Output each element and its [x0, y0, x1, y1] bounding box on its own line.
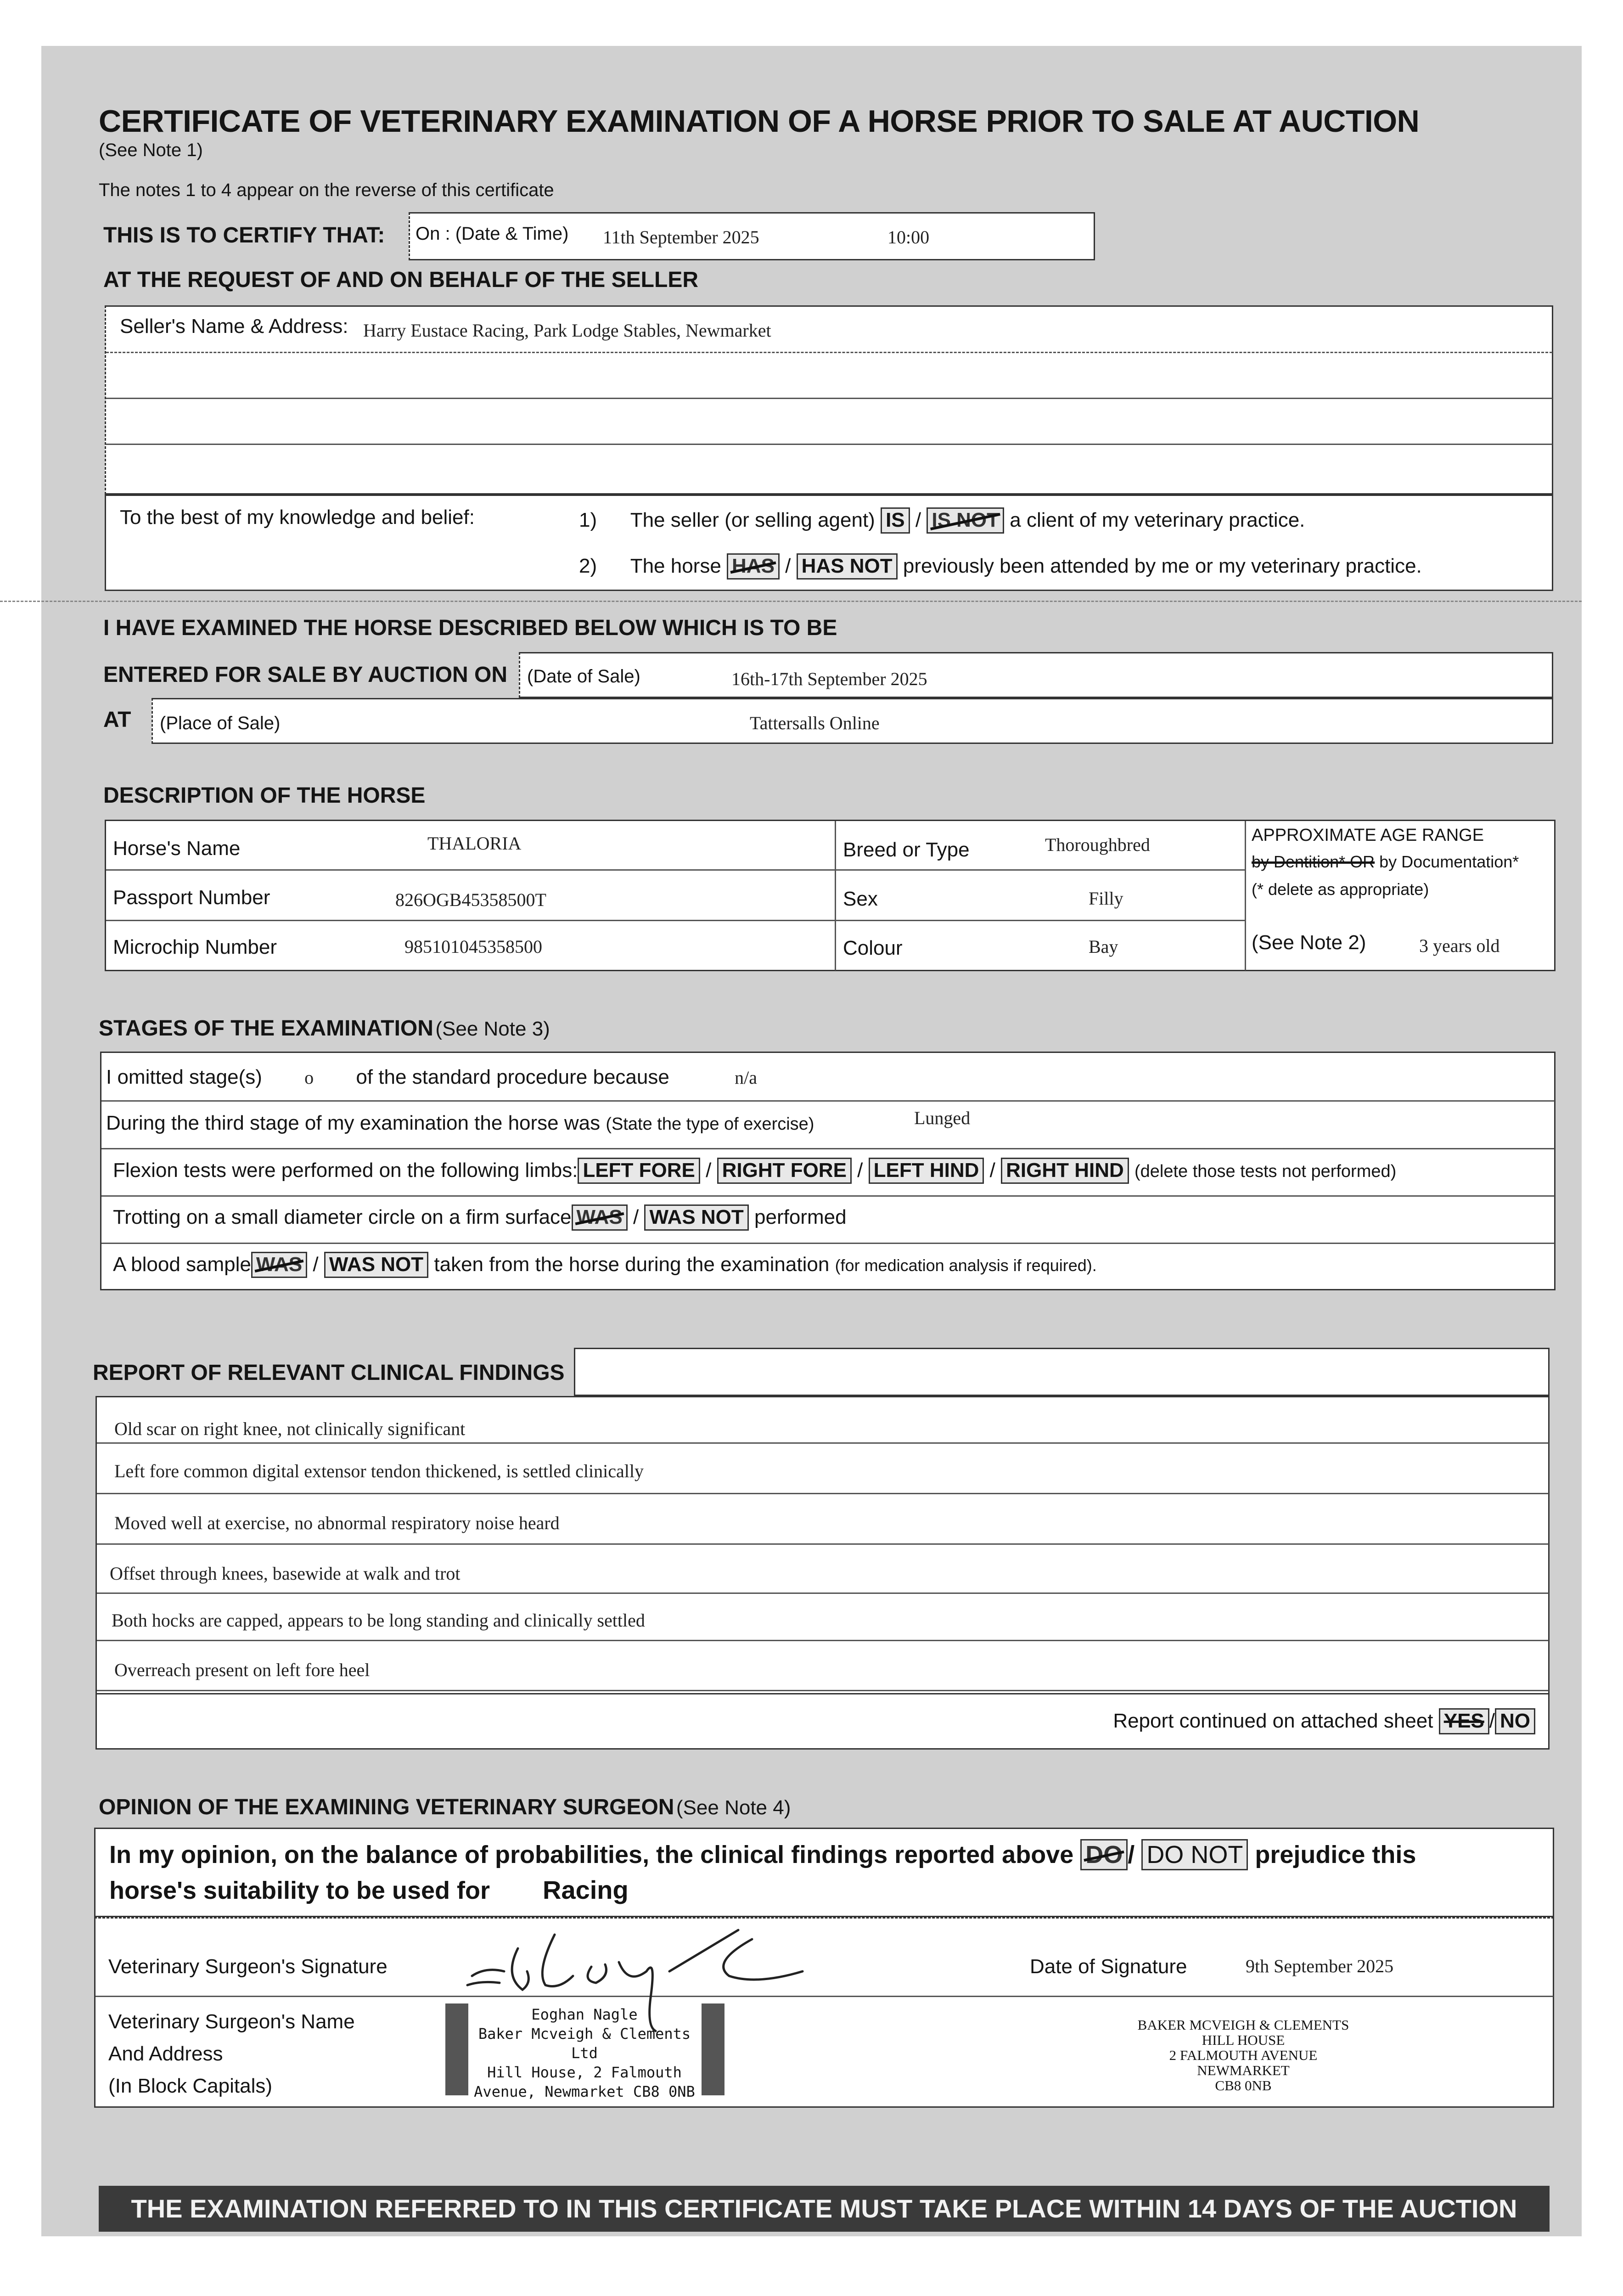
item1-option-is[interactable]: IS [881, 507, 910, 534]
continued-no[interactable]: NO [1495, 1708, 1535, 1734]
omitted-row [106, 1066, 757, 1089]
request-label: AT THE REQUEST OF AND ON BEHALF OF THE SELLER [103, 268, 698, 292]
flexion-sep-1: / [706, 1159, 712, 1182]
sale-date-value: 16th-17th September 2025 [731, 669, 927, 689]
horse-name-value: THALORIA [427, 833, 522, 854]
sale-place-label: (Place of Sale) [160, 713, 281, 733]
item1-num: 1) [579, 509, 597, 531]
flexion-left-hind[interactable]: LEFT HIND [869, 1158, 984, 1184]
sex-label: Sex [843, 888, 878, 910]
description-heading: DESCRIPTION OF THE HORSE [103, 783, 426, 808]
knowledge-item1 [579, 507, 1305, 534]
stamp-line: Avenue, Newmarket CB8 0NB [474, 2083, 695, 2100]
flexion-label: Flexion tests were performed on the following limbs: [113, 1159, 578, 1182]
address-line: BAKER MCVEIGH & CLEMENTS [1137, 2017, 1349, 2033]
trotting-was-not[interactable]: WAS NOT [644, 1204, 748, 1231]
stages-row-line-1 [101, 1100, 1555, 1102]
seller-line-3 [106, 444, 1552, 445]
vet-stamp [470, 2005, 699, 2101]
horse-name-label: Horse's Name [113, 837, 241, 860]
item1-option-is-not-struck[interactable]: IS NOT [927, 507, 1004, 534]
findings-line-5 [97, 1640, 1549, 1641]
finding-line: Overreach present on left fore heel [114, 1660, 370, 1680]
certificate-title: CERTIFICATE OF VETERINARY EXAMINATION OF A HORSE PRIOR TO SALE AT AUCTION [99, 104, 1420, 139]
omitted-value: o [304, 1067, 314, 1088]
opinion-heading-row [99, 1795, 791, 1820]
opinion-box [94, 1828, 1554, 1917]
sale-place-box[interactable] [152, 698, 1553, 744]
seller-box[interactable] [105, 305, 1553, 495]
stages-row-line-2 [101, 1148, 1555, 1149]
opinion-line1 [109, 1839, 1416, 1870]
finding-line: Offset through knees, basewide at walk and trot [110, 1563, 461, 1584]
opinion-sep: / [1128, 1841, 1135, 1868]
continued-row [1113, 1708, 1535, 1734]
vet-name-label: Veterinary Surgeon's Name [108, 2010, 355, 2033]
opinion-note: (See Note 4) [676, 1796, 791, 1819]
finding-line: Both hocks are capped, appears to be long standing and clinically settled [112, 1610, 645, 1631]
certify-date-value: 11th September 2025 [603, 227, 759, 248]
certify-on-label: On : (Date & Time) [416, 224, 569, 244]
findings-heading-box [574, 1348, 1550, 1396]
footer-banner: THE EXAMINATION REFERRED TO IN THIS CERTIFICATE MUST TAKE PLACE WITHIN 14 DAYS OF THE AUCTION [99, 2186, 1550, 2232]
stamp-line: Baker Mcveigh & Clements Ltd [478, 2025, 691, 2062]
blood-hint: (for medication analysis if required). [835, 1256, 1097, 1275]
age-heading: APPROXIMATE AGE RANGE [1252, 826, 1484, 845]
trotting-row [113, 1204, 847, 1231]
passport-label: Passport Number [113, 886, 270, 909]
flexion-sep-2: / [857, 1159, 863, 1182]
item2-option-has-struck[interactable]: HAS [727, 553, 780, 580]
passport-value: 826OGB45358500T [395, 889, 546, 910]
sale-date-label: (Date of Sale) [527, 666, 640, 687]
address-line: CB8 0NB [1215, 2077, 1272, 2093]
findings-box[interactable] [95, 1396, 1550, 1694]
item1-sep: / [915, 509, 921, 531]
findings-continued-box [95, 1694, 1550, 1750]
third-stage-value: Lunged [914, 1108, 971, 1128]
address-line: 2 FALMOUTH AVENUE [1169, 2047, 1318, 2063]
stamp-line: Eoghan Nagle [531, 2006, 638, 2023]
sale-place-value: Tattersalls Online [750, 713, 880, 733]
knowledge-box [105, 495, 1553, 591]
blood-was-struck[interactable]: WAS [251, 1252, 307, 1278]
opinion-line2 [109, 1875, 629, 1905]
omitted-mid: of the standard procedure because [356, 1066, 669, 1088]
stages-note: (See Note 3) [435, 1018, 550, 1040]
stages-row-line-3 [101, 1195, 1555, 1197]
desc-divider-1 [835, 821, 836, 970]
certificate-page [41, 46, 1582, 2236]
breed-label: Breed or Type [843, 838, 970, 861]
blood-post: taken from the horse during the examination [434, 1253, 830, 1276]
seller-value: Harry Eustace Racing, Park Lodge Stables, Newmarket [363, 320, 771, 341]
notes-text: The notes 1 to 4 appear on the reverse of this certificate [99, 180, 554, 200]
omitted-label: I omitted stage(s) [106, 1066, 262, 1088]
finding-line: Left fore common digital extensor tendon thickened, is settled clinically [114, 1461, 644, 1481]
item1-pre: The seller (or selling agent) [630, 509, 875, 531]
flexion-left-fore[interactable]: LEFT FORE [578, 1158, 700, 1184]
vet-block-label: (In Block Capitals) [108, 2075, 273, 2097]
stamp-bar-right [702, 2003, 724, 2095]
microchip-label: Microchip Number [113, 936, 277, 958]
trotting-sep: / [633, 1206, 639, 1228]
stages-heading-row [99, 1016, 550, 1041]
address-line: NEWMARKET [1197, 2062, 1290, 2078]
stages-row-line-4 [101, 1243, 1555, 1244]
sale-date-box[interactable] [519, 652, 1553, 698]
third-stage-row [106, 1112, 814, 1135]
findings-line-1 [97, 1442, 1549, 1444]
flexion-hint: (delete those tests not performed) [1134, 1162, 1397, 1181]
stamp-bar-left [445, 2003, 468, 2095]
stages-table [100, 1052, 1556, 1290]
desc-row-line-1 [106, 869, 1245, 871]
fold-line [0, 601, 1582, 602]
description-table [105, 820, 1556, 971]
trotting-post: performed [754, 1206, 847, 1228]
colour-value: Bay [1089, 936, 1118, 957]
sig-date-value: 9th September 2025 [1246, 1956, 1394, 1976]
opinion-do-struck[interactable]: DO [1080, 1839, 1128, 1870]
examined-line1: I HAVE EXAMINED THE HORSE DESCRIBED BELOW WHICH IS TO BE [103, 616, 837, 640]
blood-was-not[interactable]: WAS NOT [324, 1252, 428, 1278]
sex-value: Filly [1089, 888, 1123, 909]
desc-row-line-2 [106, 920, 1245, 921]
opinion-text-line2: horse's suitability to be used for [109, 1877, 490, 1904]
signature-label: Veterinary Surgeon's Signature [108, 1955, 387, 1978]
age-options [1252, 852, 1519, 872]
item2-sep: / [785, 555, 791, 577]
item2-pre: The horse [630, 555, 721, 577]
findings-line-2 [97, 1493, 1549, 1494]
trotting-label: Trotting on a small diameter circle on a firm surface [113, 1206, 572, 1228]
opinion-heading: OPINION OF THE EXAMINING VETERINARY SURGEON [99, 1795, 674, 1819]
knowledge-label: To the best of my knowledge and belief: [120, 506, 475, 529]
vet-address-label: And Address [108, 2043, 223, 2065]
address-line: HILL HOUSE [1202, 2032, 1285, 2048]
age-documentation: by Documentation* [1379, 852, 1519, 871]
examined-line2: ENTERED FOR SALE BY AUCTION ON [103, 663, 508, 687]
seller-line-2 [106, 398, 1552, 399]
certify-time-value: 10:00 [887, 227, 930, 248]
certify-date-box[interactable] [409, 212, 1095, 260]
opinion-do-not[interactable]: DO NOT [1141, 1839, 1248, 1870]
microchip-value: 985101045358500 [404, 936, 542, 957]
findings-line-4 [97, 1593, 1549, 1594]
flexion-right-hind[interactable]: RIGHT HIND [1001, 1158, 1129, 1184]
certify-label: THIS IS TO CERTIFY THAT: [103, 223, 385, 248]
seller-line-1 [106, 352, 1552, 353]
practice-address [1083, 2017, 1404, 2093]
item2-option-has-not[interactable]: HAS NOT [797, 553, 898, 580]
flexion-right-fore[interactable]: RIGHT FORE [717, 1158, 852, 1184]
see-note-1: (See Note 1) [99, 140, 203, 160]
finding-line: Old scar on right knee, not clinically significant [114, 1418, 466, 1439]
findings-heading: REPORT OF RELEVANT CLINICAL FINDINGS [93, 1361, 565, 1385]
flexion-row [113, 1158, 1396, 1184]
age-dentition-struck: by Dentition* OR [1252, 852, 1375, 871]
desc-divider-2 [1245, 821, 1246, 970]
opinion-text-post: prejudice this [1255, 1841, 1416, 1868]
opinion-text-pre: In my opinion, on the balance of probabilities, the clinical findings reported above [109, 1841, 1074, 1868]
finding-line: Moved well at exercise, no abnormal respiratory noise heard [114, 1513, 560, 1533]
stamp-line: Hill House, 2 Falmouth [487, 2064, 682, 2081]
blood-sep: / [313, 1253, 319, 1276]
item2-post: previously been attended by me or my veterinary practice. [903, 555, 1422, 577]
colour-label: Colour [843, 937, 903, 959]
continued-sep: / [1489, 1710, 1495, 1732]
seller-label: Seller's Name & Address: [120, 315, 348, 338]
knowledge-item2 [579, 553, 1422, 580]
age-value: 3 years old [1419, 935, 1500, 956]
third-stage-label: During the third stage of my examination the horse was [106, 1112, 601, 1134]
age-delete-hint: (* delete as appropriate) [1252, 880, 1429, 899]
blood-row [113, 1252, 1097, 1278]
age-note: (See Note 2) [1252, 931, 1366, 954]
blood-label: A blood sample [113, 1253, 251, 1276]
signature-box [94, 1917, 1554, 2108]
trotting-was-struck[interactable]: WAS [572, 1204, 628, 1231]
omitted-reason: n/a [735, 1067, 757, 1088]
breed-value: Thoroughbred [1045, 834, 1150, 855]
at-label: AT [103, 708, 131, 732]
opinion-use-value: Racing [543, 1875, 629, 1904]
third-stage-hint: (State the type of exercise) [606, 1114, 814, 1134]
continued-label: Report continued on attached sheet [1113, 1710, 1433, 1732]
findings-line-3 [97, 1543, 1549, 1545]
item2-num: 2) [579, 555, 597, 577]
stages-heading: STAGES OF THE EXAMINATION [99, 1016, 433, 1041]
findings-line-6 [97, 1690, 1549, 1691]
continued-yes-struck[interactable]: YES [1439, 1708, 1489, 1734]
flexion-sep-3: / [989, 1159, 995, 1182]
sig-date-label: Date of Signature [1030, 1955, 1187, 1978]
item1-post: a client of my veterinary practice. [1010, 509, 1305, 531]
